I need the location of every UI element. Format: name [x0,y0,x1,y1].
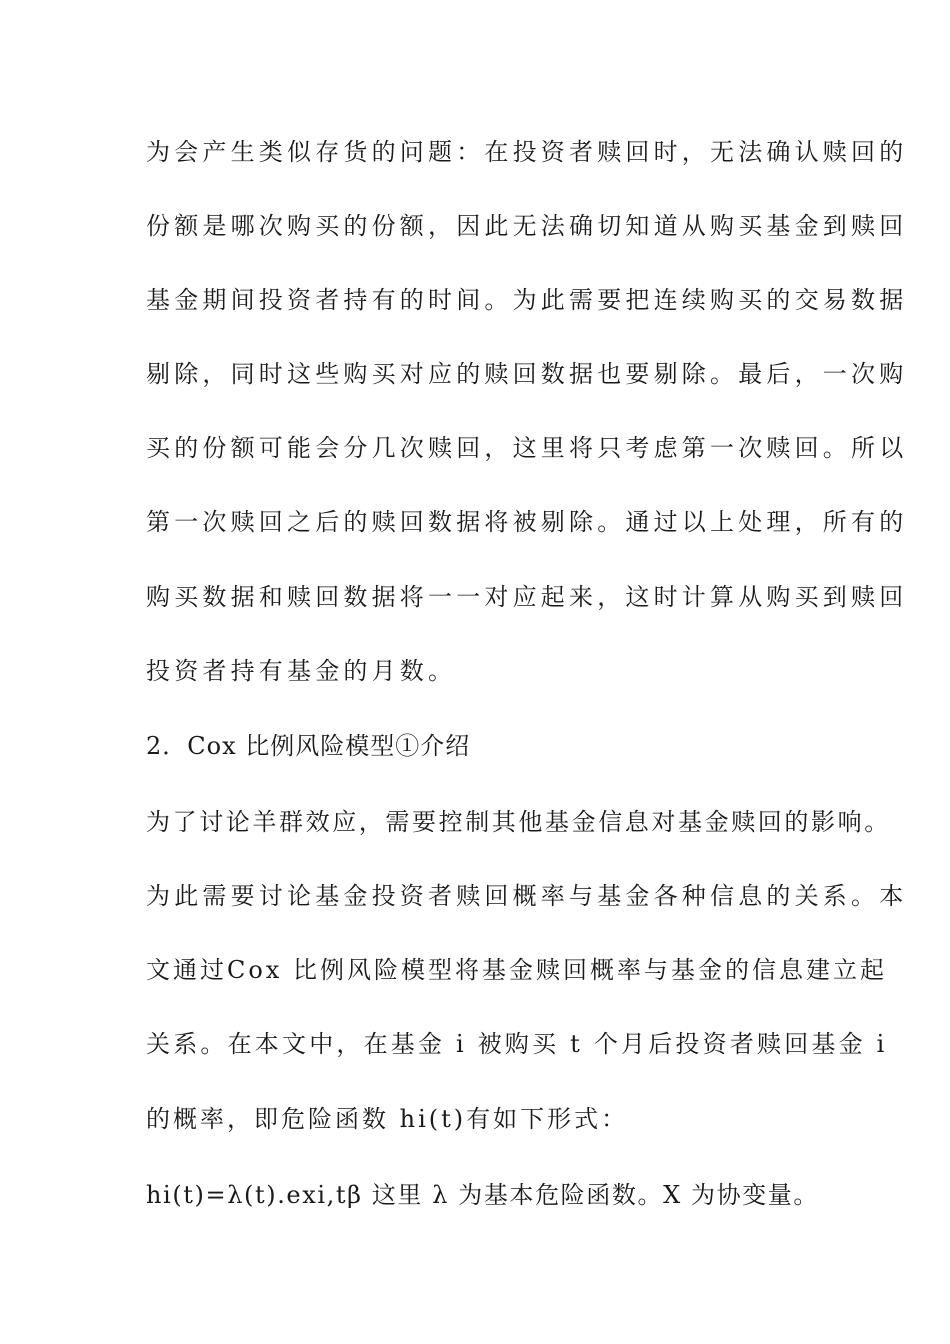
paragraph-line-13: 的概率，即危险函数 hi(t)有如下形式： [146,1105,629,1133]
paragraph-line-11: 文通过Cox 比例风险模型将基金赎回概率与基金的信息建立起 [146,956,887,984]
paragraph-line-8: 投资者持有基金的月数。 [146,657,457,685]
paragraph-line-10: 为此需要讨论基金投资者赎回概率与基金各种信息的关系。本 [146,882,908,910]
paragraph-line-1: 为会产生类似存货的问题：在投资者赎回时，无法确认赎回的 [146,138,908,166]
paragraph-line-5: 买的份额可能会分几次赎回，这里将只考虑第一次赎回。所以 [146,434,908,462]
paragraph-line-2: 份额是哪次购买的份额，因此无法确切知道从购买基金到赎回 [146,212,908,240]
paragraph-line-7: 购买数据和赎回数据将一一对应起来，这时计算从购买到赎回 [146,583,908,611]
section-heading: 2．Cox 比例风险模型①介绍 [146,732,471,760]
paragraph-line-4: 剔除，同时这些购买对应的赎回数据也要剔除。最后，一次购 [146,360,908,388]
paragraph-line-9: 为了讨论羊群效应，需要控制其他基金信息对基金赎回的影响。 [146,808,891,836]
paragraph-line-12: 关系。在本文中，在基金 i 被购买 t 个月后投资者赎回基金 i [146,1030,888,1058]
formula-line: hi(t)=λ(t).exi,tβ 这里 λ 为基本危险函数。X 为协变量。 [146,1181,819,1209]
paragraph-line-6: 第一次赎回之后的赎回数据将被剔除。通过以上处理，所有的 [146,508,908,536]
paragraph-line-3: 基金期间投资者持有的时间。为此需要把连续购买的交易数据 [146,286,908,314]
